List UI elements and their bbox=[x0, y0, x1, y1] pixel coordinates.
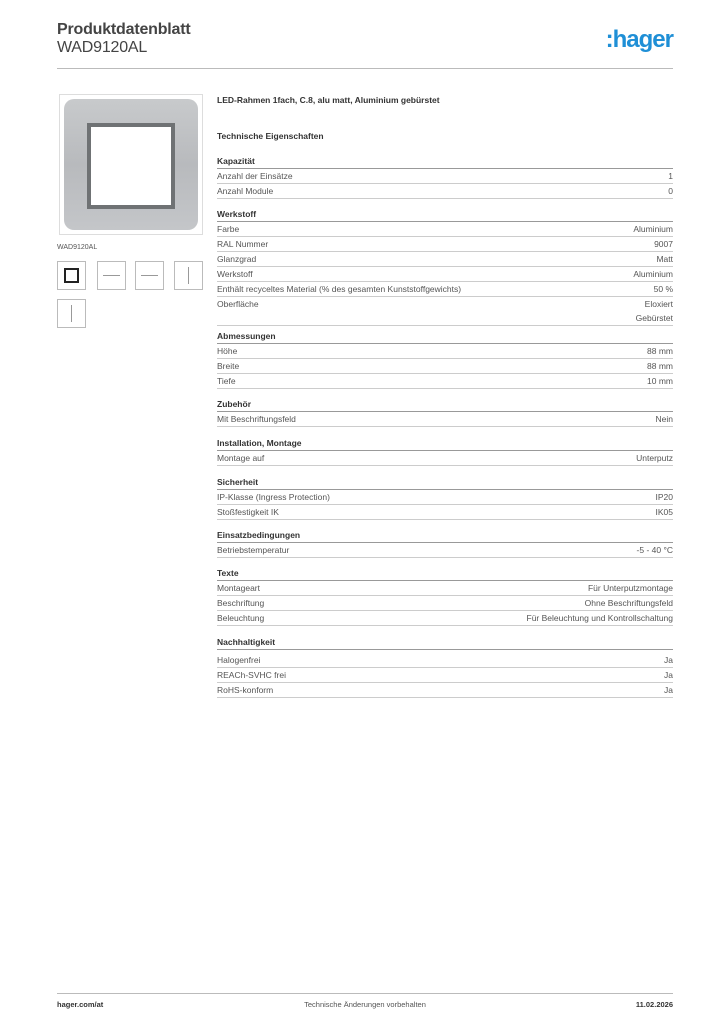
row-label: Werkstoff bbox=[217, 269, 253, 279]
table-row bbox=[217, 596, 673, 611]
table-row bbox=[217, 252, 673, 267]
document-title: Produktdatenblatt bbox=[57, 21, 191, 38]
row-value: 88 mm bbox=[647, 346, 673, 356]
thumbnail-frame-symbol[interactable] bbox=[57, 261, 86, 290]
frame-opening bbox=[91, 127, 171, 205]
table-row bbox=[217, 490, 673, 505]
thumbnail-bottom-view[interactable] bbox=[135, 261, 164, 290]
row-value: IK05 bbox=[655, 507, 673, 517]
table-row bbox=[217, 451, 673, 466]
row-value: Für Unterputzmontage bbox=[587, 583, 673, 593]
vertical-line-icon bbox=[71, 305, 72, 322]
section-title: Sicherheit bbox=[217, 476, 673, 490]
product-description: LED-Rahmen 1fach, C.8, alu matt, Aluminium gebürstet bbox=[217, 95, 440, 105]
table-row bbox=[217, 683, 673, 698]
row-label: Beschriftung bbox=[217, 598, 265, 608]
row-value: 9007 bbox=[654, 239, 673, 249]
table-row bbox=[217, 297, 673, 326]
section-sicherheit bbox=[217, 476, 673, 520]
thumbnail-top-view[interactable] bbox=[97, 261, 126, 290]
horizontal-line-icon bbox=[103, 275, 120, 276]
table-row bbox=[217, 169, 673, 184]
thumbnail-side-view[interactable] bbox=[174, 261, 203, 290]
hager-logo: :hager bbox=[605, 26, 673, 53]
image-caption: WAD9120AL bbox=[57, 244, 98, 251]
row-value: Ohne Beschriftungsfeld bbox=[584, 598, 673, 608]
frame-plate bbox=[64, 99, 198, 230]
row-value: 50 % bbox=[653, 284, 673, 294]
row-value: 10 mm bbox=[647, 376, 673, 386]
row-value-line-2: Gebürstet bbox=[635, 313, 673, 323]
row-label: Anzahl der Einsätze bbox=[217, 171, 293, 181]
section-title: Zubehör bbox=[217, 398, 673, 412]
table-row bbox=[217, 344, 673, 359]
section-title: Werkstoff bbox=[217, 208, 673, 222]
section-title: Installation, Montage bbox=[217, 437, 673, 451]
row-value: 88 mm bbox=[647, 361, 673, 371]
table-row bbox=[217, 282, 673, 297]
page-header bbox=[57, 21, 673, 69]
row-label: Höhe bbox=[217, 346, 238, 356]
vertical-line-icon bbox=[188, 267, 189, 284]
footer-date: 11.02.2026 bbox=[635, 1000, 673, 1009]
section-zubehoer bbox=[217, 398, 673, 427]
row-value: Aluminium bbox=[633, 224, 673, 234]
row-label: IP-Klasse (Ingress Protection) bbox=[217, 492, 330, 502]
row-value-multiline bbox=[217, 297, 673, 325]
row-label: Halogenfrei bbox=[217, 655, 261, 665]
section-installation bbox=[217, 437, 673, 466]
row-label: Enthält recyceltes Material (% des gesamten Kunststoffgewichts) bbox=[217, 284, 462, 294]
section-title: Texte bbox=[217, 567, 673, 581]
table-row bbox=[217, 374, 673, 389]
row-value: IP20 bbox=[655, 492, 673, 502]
product-image bbox=[59, 94, 203, 235]
row-value: -5 - 40 °C bbox=[636, 545, 673, 555]
table-row bbox=[217, 237, 673, 252]
row-value: Matt bbox=[656, 254, 673, 264]
row-label: Betriebstemperatur bbox=[217, 545, 290, 555]
row-label: Anzahl Module bbox=[217, 186, 274, 196]
section-einsatzbedingungen bbox=[217, 529, 673, 558]
row-label: Breite bbox=[217, 361, 240, 371]
row-value: Ja bbox=[664, 655, 673, 665]
row-value: Ja bbox=[664, 685, 673, 695]
row-label: Oberfläche bbox=[217, 299, 259, 309]
table-row bbox=[217, 505, 673, 520]
row-label: Tiefe bbox=[217, 376, 236, 386]
section-nachhaltigkeit bbox=[217, 636, 673, 698]
table-row bbox=[217, 653, 673, 668]
row-label: Montage auf bbox=[217, 453, 265, 463]
horizontal-line-icon bbox=[141, 275, 158, 276]
table-row bbox=[217, 184, 673, 199]
row-label: REACh-SVHC frei bbox=[217, 670, 286, 680]
row-label: RAL Nummer bbox=[217, 239, 269, 249]
row-label: Glanzgrad bbox=[217, 254, 257, 264]
section-title: Kapazität bbox=[217, 155, 673, 169]
product-code: WAD9120AL bbox=[57, 39, 148, 56]
row-label: Montageart bbox=[217, 583, 260, 593]
row-label: Mit Beschriftungsfeld bbox=[217, 414, 296, 424]
frame-symbol-icon bbox=[64, 268, 79, 283]
section-kapazitaet bbox=[217, 155, 673, 199]
table-row bbox=[217, 267, 673, 282]
row-value-line-1: Eloxiert bbox=[644, 299, 673, 309]
row-value: Ja bbox=[664, 670, 673, 680]
section-title: Nachhaltigkeit bbox=[217, 636, 673, 650]
row-label: Beleuchtung bbox=[217, 613, 265, 623]
section-title: Einsatzbedingungen bbox=[217, 529, 673, 543]
page-footer bbox=[57, 993, 673, 1013]
thumbnail-other-side-view[interactable] bbox=[57, 299, 86, 328]
footer-notice: Technische Änderungen vorbehalten bbox=[304, 1000, 426, 1009]
technical-properties-heading: Technische Eigenschaften bbox=[217, 131, 324, 141]
table-row bbox=[217, 611, 673, 626]
row-value: Unterputz bbox=[636, 453, 673, 463]
row-value: 1 bbox=[668, 171, 673, 181]
table-row bbox=[217, 543, 673, 558]
section-abmessungen bbox=[217, 330, 673, 389]
section-title: Abmessungen bbox=[217, 330, 673, 344]
table-row bbox=[217, 412, 673, 427]
table-row bbox=[217, 222, 673, 237]
table-row bbox=[217, 359, 673, 374]
table-row bbox=[217, 581, 673, 596]
row-value: Für Beleuchtung und Kontrollschaltung bbox=[526, 613, 673, 623]
website-link[interactable]: hager.com/at bbox=[57, 1000, 104, 1009]
table-row bbox=[217, 668, 673, 683]
row-value: 0 bbox=[668, 186, 673, 196]
row-label: Farbe bbox=[217, 224, 240, 234]
section-werkstoff bbox=[217, 208, 673, 326]
section-texte bbox=[217, 567, 673, 626]
frame-inner-border bbox=[87, 123, 175, 209]
row-label: RoHS-konform bbox=[217, 685, 274, 695]
row-value: Aluminium bbox=[633, 269, 673, 279]
row-value: Nein bbox=[655, 414, 673, 424]
row-label: Stoßfestigkeit IK bbox=[217, 507, 279, 517]
